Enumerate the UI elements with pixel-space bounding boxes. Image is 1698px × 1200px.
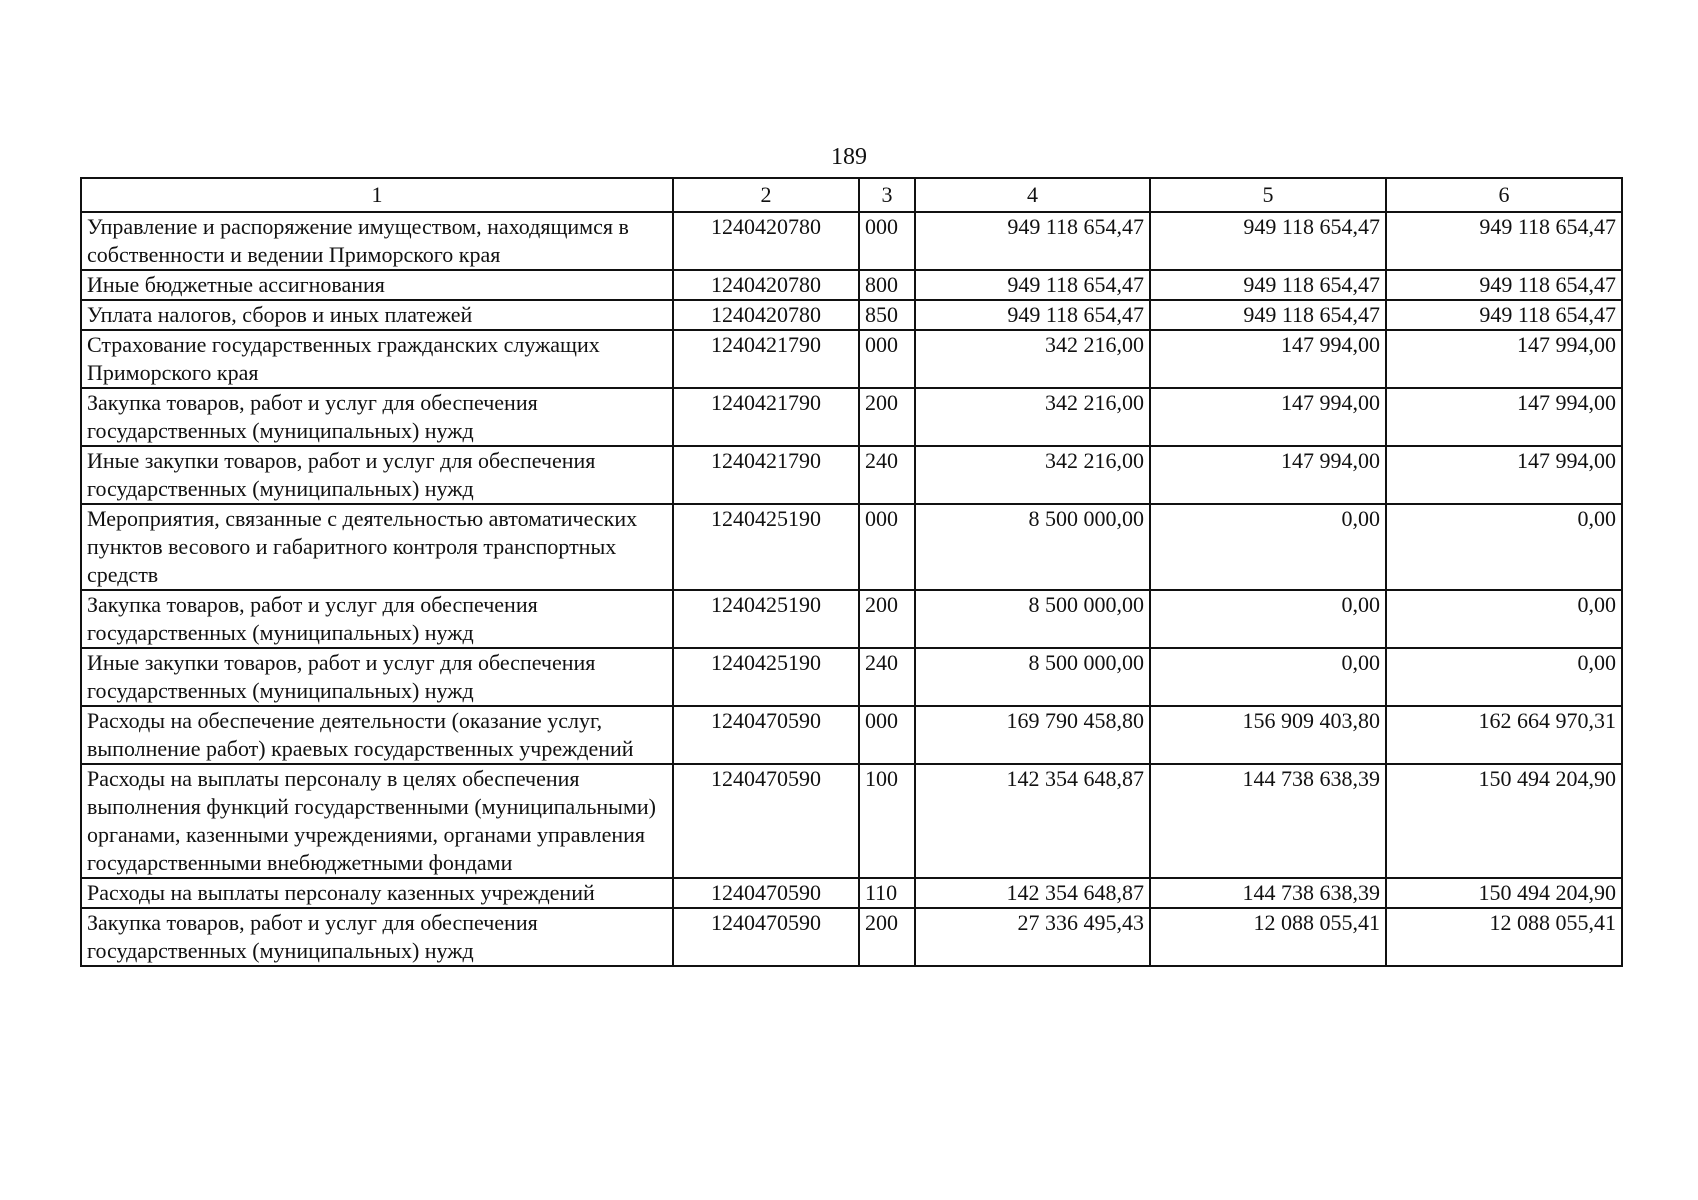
table-row [81,504,1622,590]
amount-col-5: 156 909 403,80 [1150,706,1386,764]
table-row [81,878,1622,908]
amount-col-5: 949 118 654,47 [1150,270,1386,300]
amount-col-6: 12 088 055,41 [1386,908,1622,966]
item-name: Закупка товаров, работ и услуг для обеспечения государственных (муниципальных) нужд [81,388,673,446]
target-code: 1240421790 [673,330,859,388]
target-code: 1240470590 [673,706,859,764]
expense-type-code: 240 [859,446,915,504]
amount-col-6: 949 118 654,47 [1386,270,1622,300]
item-name: Иные бюджетные ассигнования [81,270,673,300]
table-row [81,706,1622,764]
expense-type-code: 850 [859,300,915,330]
amount-col-4: 342 216,00 [915,388,1150,446]
amount-col-4: 8 500 000,00 [915,590,1150,648]
expense-type-code: 110 [859,878,915,908]
budget-table [80,177,1623,967]
expense-type-code: 000 [859,706,915,764]
expense-type-code: 000 [859,330,915,388]
target-code: 1240470590 [673,878,859,908]
table-row [81,446,1622,504]
column-header: 3 [859,178,915,212]
amount-col-6: 147 994,00 [1386,330,1622,388]
amount-col-6: 162 664 970,31 [1386,706,1622,764]
target-code: 1240420780 [673,212,859,270]
amount-col-4: 27 336 495,43 [915,908,1150,966]
amount-col-5: 147 994,00 [1150,330,1386,388]
expense-type-code: 800 [859,270,915,300]
item-name: Управление и распоряжение имуществом, находящимся в собственности и ведении Приморского края [81,212,673,270]
amount-col-4: 8 500 000,00 [915,648,1150,706]
amount-col-4: 949 118 654,47 [915,270,1150,300]
amount-col-4: 342 216,00 [915,446,1150,504]
amount-col-5: 949 118 654,47 [1150,212,1386,270]
column-header: 4 [915,178,1150,212]
amount-col-4: 142 354 648,87 [915,878,1150,908]
amount-col-5: 144 738 638,39 [1150,764,1386,878]
expense-type-code: 000 [859,504,915,590]
table-row [81,590,1622,648]
amount-col-6: 0,00 [1386,648,1622,706]
item-name: Иные закупки товаров, работ и услуг для обеспечения государственных (муниципальных) нужд [81,648,673,706]
item-name: Закупка товаров, работ и услуг для обеспечения государственных (муниципальных) нужд [81,908,673,966]
target-code: 1240420780 [673,270,859,300]
amount-col-4: 8 500 000,00 [915,504,1150,590]
amount-col-6: 0,00 [1386,504,1622,590]
target-code: 1240470590 [673,764,859,878]
target-code: 1240421790 [673,388,859,446]
item-name: Мероприятия, связанные с деятельностью автоматических пунктов весового и габаритного контроля транспортных средств [81,504,673,590]
item-name: Расходы на выплаты персоналу казенных учреждений [81,878,673,908]
amount-col-6: 147 994,00 [1386,446,1622,504]
page-number: 189 [831,144,867,170]
target-code: 1240420780 [673,300,859,330]
amount-col-4: 949 118 654,47 [915,300,1150,330]
table-row [81,300,1622,330]
expense-type-code: 100 [859,764,915,878]
item-name: Расходы на обеспечение деятельности (оказание услуг, выполнение работ) краевых государственных учреждений [81,706,673,764]
item-name: Иные закупки товаров, работ и услуг для обеспечения государственных (муниципальных) нужд [81,446,673,504]
amount-col-5: 144 738 638,39 [1150,878,1386,908]
table-row [81,270,1622,300]
column-header: 2 [673,178,859,212]
amount-col-6: 949 118 654,47 [1386,212,1622,270]
expense-type-code: 000 [859,212,915,270]
amount-col-6: 949 118 654,47 [1386,300,1622,330]
amount-col-4: 142 354 648,87 [915,764,1150,878]
table-row [81,908,1622,966]
amount-col-4: 949 118 654,47 [915,212,1150,270]
expense-type-code: 200 [859,908,915,966]
table-row [81,330,1622,388]
target-code: 1240470590 [673,908,859,966]
amount-col-5: 0,00 [1150,590,1386,648]
column-number-header-row [81,178,1622,212]
amount-col-5: 147 994,00 [1150,388,1386,446]
item-name: Страхование государственных гражданских служащих Приморского края [81,330,673,388]
item-name: Расходы на выплаты персоналу в целях обеспечения выполнения функций государственными (муниципальными) органами, казенными учреждениями, органами управления государственными внебюджетными фондами [81,764,673,878]
item-name: Закупка товаров, работ и услуг для обеспечения государственных (муниципальных) нужд [81,590,673,648]
table-row [81,648,1622,706]
column-header: 1 [81,178,673,212]
column-header: 6 [1386,178,1622,212]
amount-col-5: 0,00 [1150,504,1386,590]
amount-col-5: 0,00 [1150,648,1386,706]
amount-col-4: 169 790 458,80 [915,706,1150,764]
table-row [81,212,1622,270]
amount-col-6: 150 494 204,90 [1386,878,1622,908]
amount-col-4: 342 216,00 [915,330,1150,388]
table-row [81,764,1622,878]
column-header: 5 [1150,178,1386,212]
amount-col-6: 0,00 [1386,590,1622,648]
expense-type-code: 200 [859,388,915,446]
expense-type-code: 240 [859,648,915,706]
amount-col-5: 949 118 654,47 [1150,300,1386,330]
table-row [81,388,1622,446]
amount-col-5: 12 088 055,41 [1150,908,1386,966]
amount-col-6: 150 494 204,90 [1386,764,1622,878]
target-code: 1240421790 [673,446,859,504]
target-code: 1240425190 [673,648,859,706]
amount-col-5: 147 994,00 [1150,446,1386,504]
item-name: Уплата налогов, сборов и иных платежей [81,300,673,330]
target-code: 1240425190 [673,504,859,590]
target-code: 1240425190 [673,590,859,648]
amount-col-6: 147 994,00 [1386,388,1622,446]
expense-type-code: 200 [859,590,915,648]
